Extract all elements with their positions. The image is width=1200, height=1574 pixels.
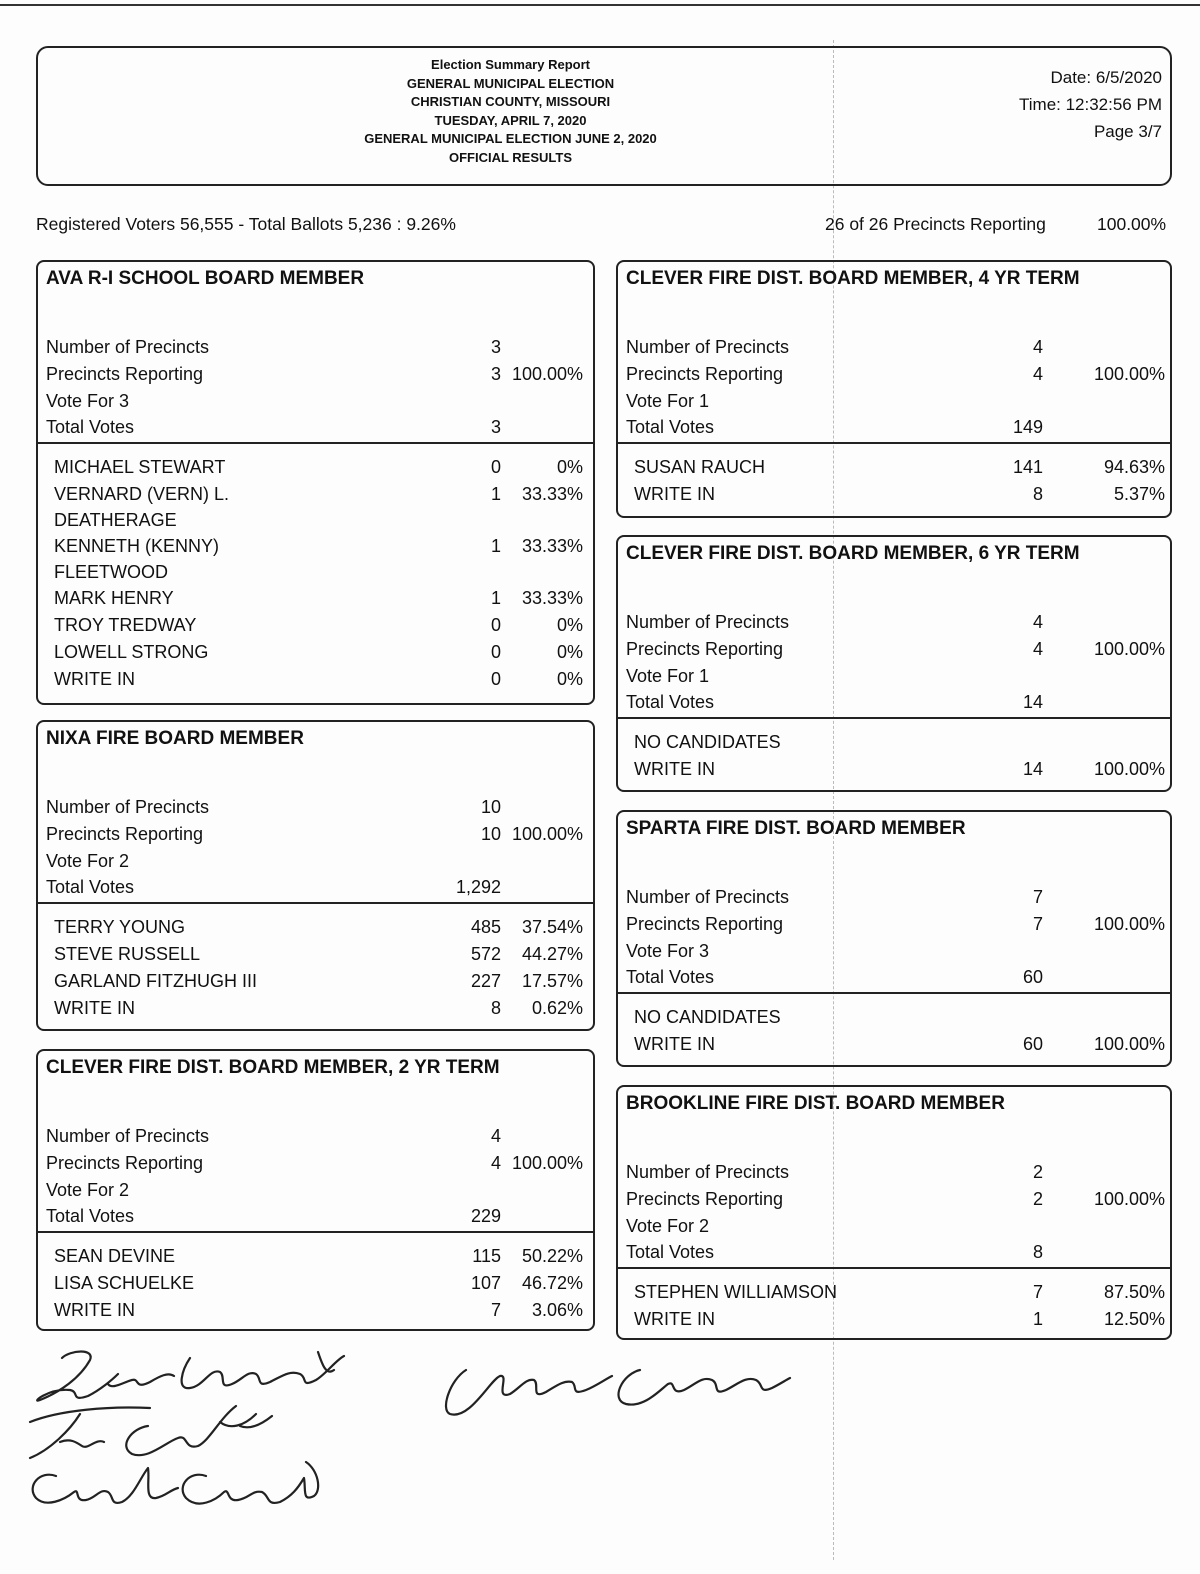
- row-count: 8: [490, 998, 501, 1018]
- contest-box: [36, 720, 595, 1031]
- row-percent: 100.00%: [1093, 914, 1165, 934]
- precincts-reporting-row: [618, 636, 1170, 662]
- row-count: 14: [1022, 692, 1043, 712]
- candidate-row: [618, 1004, 1170, 1030]
- report-date: Date: 6/5/2020: [1050, 68, 1162, 87]
- precincts-reporting-row: [618, 361, 1170, 387]
- row-label: Precincts Reporting: [46, 824, 204, 844]
- contest-box: [616, 1085, 1172, 1340]
- row-label: Number of Precincts: [626, 1162, 790, 1182]
- row-label: WRITE IN: [54, 1300, 135, 1320]
- row-percent: 100.00%: [511, 824, 583, 844]
- number-of-precincts-row: [618, 884, 1170, 910]
- row-percent: 17.57%: [521, 971, 583, 991]
- row-label: Precincts Reporting: [626, 914, 784, 934]
- candidate-row: [38, 1297, 593, 1323]
- section-divider: [618, 442, 1170, 444]
- total-votes-row: [38, 414, 593, 440]
- report-time: Time: 12:32:56 PM: [1019, 95, 1162, 114]
- candidate-row: [38, 454, 593, 480]
- total-votes-row: [618, 689, 1170, 715]
- page-number: Page 3/7: [1093, 122, 1162, 141]
- row-label: MARK HENRY: [54, 588, 174, 608]
- row-percent: 33.33%: [521, 536, 583, 556]
- row-label: STEPHEN WILLIAMSON: [634, 1282, 838, 1302]
- candidate-row: [38, 995, 593, 1021]
- row-count: 8: [1032, 484, 1043, 504]
- candidate-row: [38, 1243, 593, 1269]
- number-of-precincts-row: [618, 1159, 1170, 1185]
- candidate-row: [38, 585, 593, 611]
- vote-for-row: [618, 938, 1170, 964]
- section-divider: [38, 902, 593, 904]
- contest-box: [616, 260, 1172, 518]
- row-count: 14: [1022, 759, 1043, 779]
- number-of-precincts-row: [618, 334, 1170, 360]
- row-percent: 100.00%: [1093, 1189, 1165, 1209]
- row-percent: 87.50%: [1103, 1282, 1165, 1302]
- row-count: 4: [490, 1153, 501, 1173]
- section-divider: [618, 1267, 1170, 1269]
- contest-box: [36, 1049, 595, 1331]
- contest-box: [616, 810, 1172, 1067]
- candidate-row: [38, 533, 593, 559]
- row-label: Vote For 1: [626, 391, 710, 411]
- row-percent: 100.00%: [511, 1153, 583, 1173]
- row-label: Number of Precincts: [626, 337, 790, 357]
- header-title-block: [318, 56, 703, 167]
- row-count: 485: [470, 917, 501, 937]
- candidate-row: [38, 666, 593, 692]
- row-label: Precincts Reporting: [46, 364, 204, 384]
- row-count: 7: [1032, 1282, 1043, 1302]
- row-count: 1: [490, 484, 501, 504]
- row-count: 1: [490, 588, 501, 608]
- precincts-reporting-row: [38, 361, 593, 387]
- candidate-row: [38, 612, 593, 638]
- total-votes-row: [38, 1203, 593, 1229]
- section-divider: [618, 717, 1170, 719]
- row-label: Vote For 2: [46, 851, 130, 871]
- header-meta: [1019, 64, 1162, 145]
- row-percent: 0%: [556, 457, 583, 477]
- row-percent: 0.62%: [531, 998, 583, 1018]
- candidate-row: [38, 914, 593, 940]
- row-label: Total Votes: [626, 967, 715, 987]
- total-votes-row: [38, 874, 593, 900]
- candidate-name-continued: [38, 507, 593, 533]
- row-count: 2: [1032, 1189, 1043, 1209]
- row-label: Precincts Reporting: [46, 1153, 204, 1173]
- header-line-report: Election Summary Report: [431, 57, 590, 72]
- row-count: 7: [1032, 914, 1043, 934]
- row-label: STEVE RUSSELL: [54, 944, 201, 964]
- row-count: 0: [490, 457, 501, 477]
- row-percent: 100.00%: [1093, 759, 1165, 779]
- row-count: 4: [1032, 612, 1043, 632]
- row-count: 0: [490, 669, 501, 689]
- row-count: 107: [470, 1273, 501, 1293]
- row-count: 3: [490, 364, 501, 384]
- row-label: Number of Precincts: [46, 1126, 210, 1146]
- row-count: 7: [1032, 887, 1043, 907]
- scan-edge-top: [0, 4, 1200, 6]
- row-label: LISA SCHUELKE: [54, 1273, 195, 1293]
- row-label: MICHAEL STEWART: [54, 457, 226, 477]
- row-percent: 5.37%: [1113, 484, 1165, 504]
- row-label: Precincts Reporting: [626, 639, 784, 659]
- row-percent: 94.63%: [1103, 457, 1165, 477]
- candidate-row: [618, 1031, 1170, 1057]
- contest-title: CLEVER FIRE DIST. BOARD MEMBER, 2 YR TERM: [46, 1057, 500, 1078]
- row-label: KENNETH (KENNY): [54, 536, 220, 556]
- row-label: Vote For 3: [626, 941, 710, 961]
- candidate-row: [618, 481, 1170, 507]
- precincts-reporting-row: [38, 1150, 593, 1176]
- candidate-row: [618, 454, 1170, 480]
- row-count: 141: [1012, 457, 1043, 477]
- row-label: Total Votes: [626, 692, 715, 712]
- registered-voters-summary: Registered Voters 56,555 - Total Ballots 5,236 : 9.26%: [36, 214, 456, 234]
- row-label: TROY TREDWAY: [54, 615, 197, 635]
- precincts-reporting-row: [38, 821, 593, 847]
- contest-title: CLEVER FIRE DIST. BOARD MEMBER, 6 YR TERM: [626, 543, 1080, 564]
- header-line-county: CHRISTIAN COUNTY, MISSOURI: [410, 94, 611, 109]
- row-label: DEATHERAGE: [54, 510, 177, 530]
- row-count: 0: [490, 642, 501, 662]
- report-header: [36, 46, 1172, 186]
- candidate-name-continued: [38, 559, 593, 585]
- contest-box: [36, 260, 595, 705]
- row-percent: 3.06%: [531, 1300, 583, 1320]
- row-percent: 12.50%: [1103, 1309, 1165, 1329]
- candidate-row: [38, 639, 593, 665]
- row-count: 10: [480, 824, 501, 844]
- row-label: NO CANDIDATES: [634, 732, 781, 752]
- row-percent: 50.22%: [521, 1246, 583, 1266]
- contest-box: [616, 535, 1172, 792]
- row-label: VERNARD (VERN) L.: [54, 484, 230, 504]
- header-line-election: GENERAL MUNICIPAL ELECTION: [406, 75, 615, 91]
- total-votes-row: [618, 1239, 1170, 1265]
- row-label: Precincts Reporting: [626, 364, 784, 384]
- precincts-reporting-pct: 100.00%: [1097, 214, 1167, 234]
- row-label: Vote For 2: [626, 1216, 710, 1236]
- candidate-row: [618, 1306, 1170, 1332]
- row-percent: 37.54%: [521, 917, 583, 937]
- row-label: WRITE IN: [634, 1034, 715, 1054]
- row-percent: 46.72%: [521, 1273, 583, 1293]
- row-percent: 0%: [556, 642, 583, 662]
- candidate-row: [618, 756, 1170, 782]
- row-count: 4: [1032, 364, 1043, 384]
- row-label: NO CANDIDATES: [634, 1007, 781, 1027]
- row-label: Vote For 2: [46, 1180, 130, 1200]
- row-count: 1,292: [455, 877, 501, 897]
- row-label: GARLAND FITZHUGH III: [54, 971, 258, 991]
- row-label: SUSAN RAUCH: [634, 457, 766, 477]
- number-of-precincts-row: [38, 794, 593, 820]
- row-count: 115: [472, 1246, 501, 1266]
- row-label: Precincts Reporting: [626, 1189, 784, 1209]
- row-percent: 100.00%: [511, 364, 583, 384]
- row-percent: 33.33%: [521, 588, 583, 608]
- row-label: Total Votes: [626, 417, 715, 437]
- row-count: 60: [1022, 1034, 1043, 1054]
- candidate-row: [38, 968, 593, 994]
- row-label: WRITE IN: [634, 1309, 715, 1329]
- row-label: WRITE IN: [634, 484, 715, 504]
- row-percent: 0%: [556, 615, 583, 635]
- row-label: Number of Precincts: [626, 887, 790, 907]
- row-label: Vote For 1: [626, 666, 710, 686]
- vote-for-row: [38, 388, 593, 414]
- signatures: [0, 1330, 1200, 1530]
- row-count: 149: [1012, 417, 1043, 437]
- precincts-reporting-summary: 26 of 26 Precincts Reporting: [825, 214, 1046, 234]
- row-label: TERRY YOUNG: [54, 917, 186, 937]
- row-count: 229: [470, 1206, 501, 1226]
- row-count: 3: [490, 337, 501, 357]
- contest-title: NIXA FIRE BOARD MEMBER: [46, 728, 304, 749]
- row-label: LOWELL STRONG: [54, 642, 209, 662]
- row-count: 4: [1032, 639, 1043, 659]
- section-divider: [38, 1231, 593, 1233]
- row-label: FLEETWOOD: [54, 562, 169, 582]
- header-line-official: OFFICIAL RESULTS: [448, 149, 573, 165]
- row-label: Number of Precincts: [626, 612, 790, 632]
- total-votes-row: [618, 414, 1170, 440]
- row-label: SEAN DEVINE: [54, 1246, 176, 1266]
- header-line-date: TUESDAY, APRIL 7, 2020: [434, 112, 587, 128]
- row-count: 8: [1032, 1242, 1043, 1262]
- candidate-row: [38, 481, 593, 507]
- row-label: WRITE IN: [54, 669, 135, 689]
- row-label: Number of Precincts: [46, 797, 210, 817]
- contest-title: CLEVER FIRE DIST. BOARD MEMBER, 4 YR TERM: [626, 268, 1080, 289]
- vote-for-row: [38, 1177, 593, 1203]
- row-percent: 100.00%: [1093, 1034, 1165, 1054]
- row-label: Number of Precincts: [46, 337, 210, 357]
- row-count: 227: [470, 971, 501, 991]
- precincts-reporting-row: [618, 1186, 1170, 1212]
- candidate-row: [618, 729, 1170, 755]
- row-percent: 44.27%: [521, 944, 583, 964]
- candidate-row: [38, 941, 593, 967]
- vote-for-row: [618, 1213, 1170, 1239]
- vote-for-row: [618, 663, 1170, 689]
- row-count: 1: [1032, 1309, 1043, 1329]
- number-of-precincts-row: [38, 1123, 593, 1149]
- candidate-row: [38, 1270, 593, 1296]
- row-count: 10: [480, 797, 501, 817]
- row-count: 7: [490, 1300, 501, 1320]
- section-divider: [618, 992, 1170, 994]
- row-label: Total Votes: [46, 1206, 135, 1226]
- row-count: 1: [490, 536, 501, 556]
- row-label: WRITE IN: [634, 759, 715, 779]
- row-count: 572: [470, 944, 501, 964]
- row-percent: 100.00%: [1093, 639, 1165, 659]
- total-votes-row: [618, 964, 1170, 990]
- header-line-election2: GENERAL MUNICIPAL ELECTION JUNE 2, 2020: [364, 131, 657, 146]
- row-percent: 100.00%: [1093, 364, 1165, 384]
- row-percent: 33.33%: [521, 484, 583, 504]
- number-of-precincts-row: [38, 334, 593, 360]
- row-count: 4: [1032, 337, 1043, 357]
- contest-title: SPARTA FIRE DIST. BOARD MEMBER: [626, 818, 966, 839]
- row-label: Total Votes: [46, 877, 135, 897]
- contest-title: BROOKLINE FIRE DIST. BOARD MEMBER: [626, 1093, 1005, 1114]
- row-count: 0: [490, 615, 501, 635]
- row-label: WRITE IN: [54, 998, 135, 1018]
- row-count: 3: [490, 417, 501, 437]
- vote-for-row: [38, 848, 593, 874]
- row-label: Vote For 3: [46, 391, 130, 411]
- precincts-reporting-row: [618, 911, 1170, 937]
- number-of-precincts-row: [618, 609, 1170, 635]
- section-divider: [38, 442, 593, 444]
- row-count: 4: [490, 1126, 501, 1146]
- vote-for-row: [618, 388, 1170, 414]
- candidate-row: [618, 1279, 1170, 1305]
- handwritten-signatures: [0, 1330, 1200, 1530]
- contest-title: AVA R-I SCHOOL BOARD MEMBER: [46, 268, 365, 289]
- row-count: 60: [1022, 967, 1043, 987]
- row-label: Total Votes: [626, 1242, 715, 1262]
- row-count: 2: [1032, 1162, 1043, 1182]
- row-label: Total Votes: [46, 417, 135, 437]
- row-percent: 0%: [556, 669, 583, 689]
